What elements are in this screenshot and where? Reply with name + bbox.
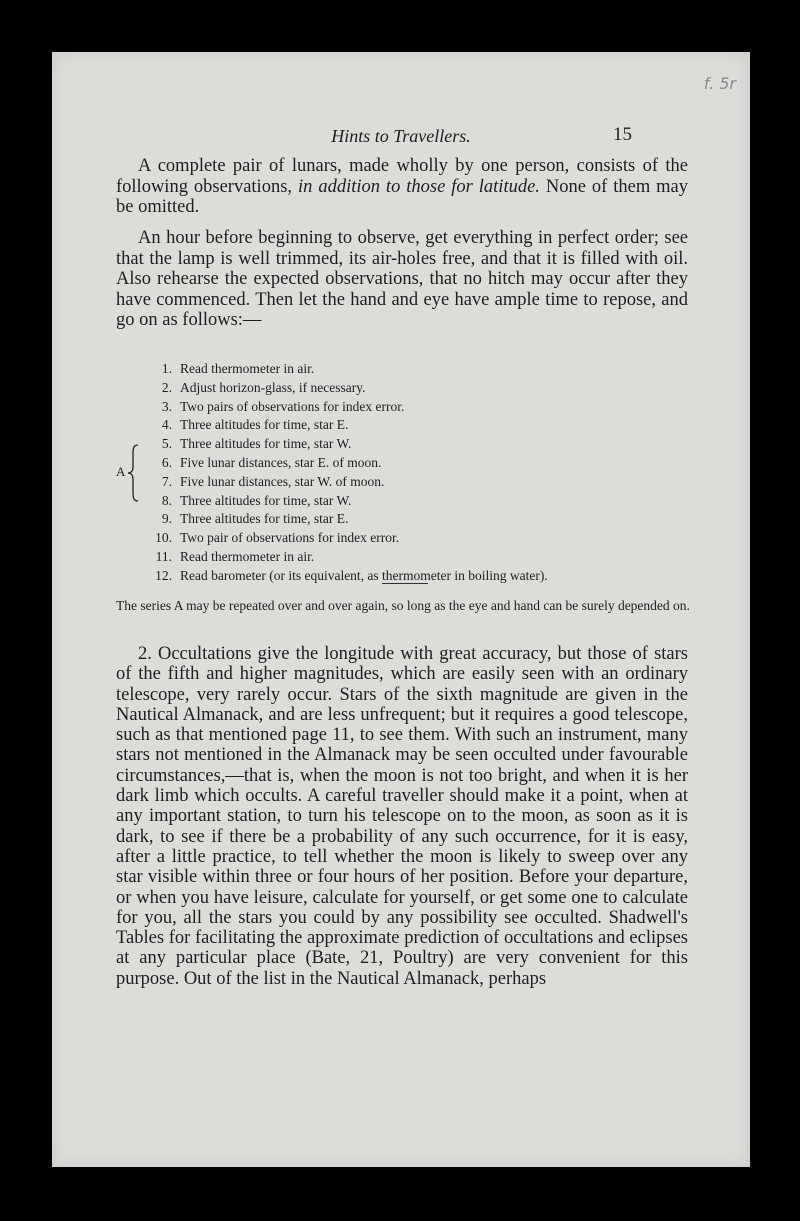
section-divider	[382, 583, 428, 584]
series-brace	[116, 443, 144, 503]
paragraph-occultations	[116, 644, 688, 989]
list-item: 9. Three altitudes for time, star E.	[161, 511, 349, 527]
list-item: 12. Read barometer (or its equivalent, as thermometer in boiling water).	[155, 567, 548, 583]
list-item: 10. Two pair of observations for index error.	[155, 530, 400, 546]
list-item: 11. Read thermometer in air.	[155, 548, 315, 564]
book-page	[52, 52, 750, 1167]
series-label: A	[116, 464, 126, 479]
list-item: 6. Five lunar distances, star E. of moon.	[161, 454, 382, 470]
paragraph-lunars-text: A complete pair of lunars, made wholly by one person, consists of the following observations,	[116, 156, 688, 197]
list-item: 7. Five lunar distances, star W. of moon.	[161, 473, 385, 489]
observation-steps	[146, 360, 666, 586]
running-head	[52, 124, 750, 150]
list-item: 8. Three altitudes for time, star W.	[161, 492, 352, 508]
list-item: 4. Three altitudes for time, star E.	[161, 417, 349, 433]
series-note: The series A may be repeated over and over again, so long as the eye and hand can be surely depended on.	[116, 598, 690, 613]
folio-annotation: f. 5r	[703, 74, 736, 93]
list-item: 3. Two pairs of observations for index error.	[161, 398, 405, 414]
paragraph-occultations-text: 2. Occultations give the longitude with great accuracy, but those of stars of the fifth and higher magnitudes, which are easily seen with an ordinary telescope, very rarely occur. Stars of the sixth magnitude are given in the Nautical Almanack, and are less unfrequent; but it requires a good telescope, such as that mentioned page 11, to see them. With such an instrument, many stars not mentioned in the Almanack may be seen occulted under favourable circumstances,—that is, when the moon is not too bright, and when it is her dark limb which occults. A careful traveller should make it a point, when at any important station, to turn his telescope on to the moon, as soon as it is dark, to see if there be a probability of any such occurrence, for it is easy, after a little practice, to tell whether the moon is likely to sweep over any star visible within three or four hours of her position. Before your departure, or when you have leisure, calculate for yourself, or get some one to calculate for you, all the stars you could by any possibility see occulted. Shadwell's Tables for facilitating the approximate prediction of occultations and eclipses at any particular place (Bate, 21, Poultry) are very convenient for this purpose. Out of the list in the Nautical Almanack, perhaps	[116, 644, 688, 989]
list-item: 5. Three altitudes for time, star W.	[161, 436, 352, 452]
paragraph-lunars	[116, 156, 688, 218]
paragraph-preparation-text: An hour before beginning to observe, get everything in perfect order; see that the lamp is well trimmed, its air-holes free, and that it is filled with oil. Also rehearse the expected observations, that no hitch may occur after they have commenced. Then let the hand and eye have ample time to repose, and go on as follows:—	[116, 228, 688, 330]
paragraph-lunars-emphasis: in addition to those for latitude.	[297, 176, 540, 197]
list-item: 2. Adjust horizon-glass, if necessary.	[161, 379, 366, 395]
page-number: 15	[613, 124, 632, 145]
list-item: 1. Read thermometer in air.	[161, 361, 315, 376]
running-title: Hints to Travellers.	[331, 126, 471, 146]
paragraph-preparation	[116, 228, 688, 331]
paragraph-lunars-tail: None of them may be omitted.	[116, 176, 689, 217]
